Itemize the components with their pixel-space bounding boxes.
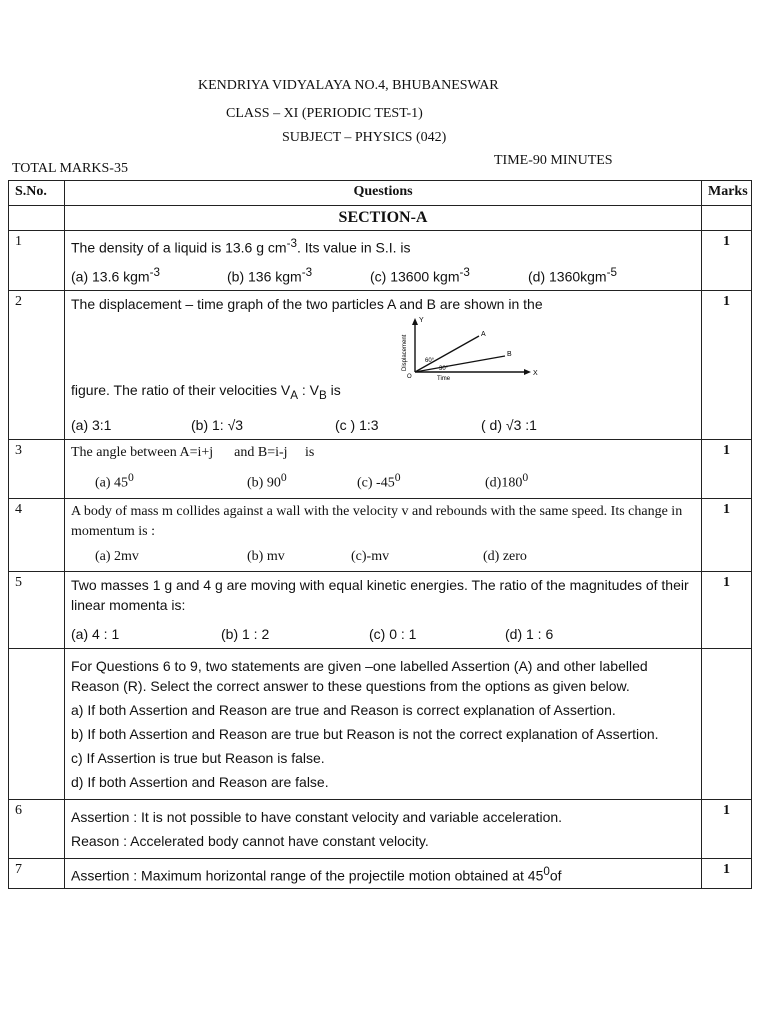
option-a: (a) 2mv [95, 548, 139, 564]
ar-option-c: c) If Assertion is true but Reason is false. [71, 749, 325, 766]
question-marks: 1 [702, 498, 752, 571]
reason-text: Reason : Accelerated body cannot have constant velocity. [71, 832, 429, 849]
question-marks: 1 [702, 440, 752, 499]
question-cell [65, 291, 702, 440]
question-number: 6 [9, 799, 65, 858]
question-marks: 1 [702, 858, 752, 889]
line-a-label: A [481, 331, 486, 339]
question-text: Two masses 1 g and 4 g are moving with equal kinetic energies. The ratio of the magnitudes of their linear momenta is: [71, 576, 689, 613]
question-text-cont: figure. The ratio of their velocities $V_A$ : $V_B$ is [71, 382, 341, 403]
question-cell [65, 571, 702, 648]
option-d: (d) 1 : 6 [505, 625, 554, 642]
table-row [9, 231, 752, 291]
instructions-cell [65, 648, 702, 799]
question-marks: 1 [702, 571, 752, 648]
options-row [71, 623, 695, 645]
sno-header: S.No. [9, 181, 65, 206]
option-d: ( d) √3 :1 [481, 417, 537, 434]
angle-b-label: 30° [439, 366, 449, 373]
x-axis-label: X [533, 370, 538, 378]
question-cell [65, 231, 702, 291]
option-a: (a) 13.6 kgm$^{-3}$ [71, 265, 160, 285]
subject-line: SUBJECT – PHYSICS (042) [282, 130, 447, 145]
table-row [9, 648, 752, 799]
table-row [9, 291, 752, 440]
option-c: (c ) 1:3 [335, 417, 379, 434]
option-c: (c) 13600 kgm$^{-3}$ [370, 265, 470, 285]
question-text: A body of mass m collides against a wall with the velocity v and rebounds with the same speed. Its change in momentum is : [71, 503, 683, 539]
assertion-text: Assertion : It is not possible to have constant velocity and variable acceleration. [71, 808, 563, 825]
question-cell [65, 858, 702, 889]
option-d: $(d)180^0$ [485, 471, 529, 491]
option-c: (c) $-45^0$ [357, 471, 401, 491]
time-label: Time [437, 376, 451, 381]
options-row [71, 467, 695, 495]
origin-label: O [407, 374, 412, 381]
question-number: 3 [9, 440, 65, 499]
school-name: KENDRIYA VIDYALAYA NO.4, BHUBANESWAR [198, 78, 499, 93]
table-header-row [9, 181, 752, 206]
total-marks: TOTAL MARKS-35 [12, 161, 128, 176]
table-row [9, 498, 752, 571]
section-marks-cell [702, 206, 752, 231]
option-b: (b) 136 kgm$^{-3}$ [227, 265, 313, 285]
option-a: (a) 3:1 [71, 417, 112, 434]
question-table [8, 180, 752, 889]
option-d: (d) 1360kgm$^{-5}$ [528, 265, 617, 285]
ar-intro-text: For Questions 6 to 9, two statements are given –one labelled Assertion (A) and other labelled Reason (R). Select the correct answer to these questions from the options as given below. [71, 657, 648, 694]
y-axis-label: Y [419, 317, 424, 325]
table-row [9, 858, 752, 889]
question-cell [65, 799, 702, 858]
ar-option-a: a) If both Assertion and Reason are true and Reason is correct explanation of Assertion. [71, 701, 616, 718]
ar-option-b: b) If both Assertion and Reason are true but Reason is not the correct explanation of Assertion. [71, 725, 659, 742]
option-c: (c) 0 : 1 [369, 625, 417, 642]
class-line: CLASS – XI (PERIODIC TEST-1) [226, 106, 423, 121]
assertion-text: Assertion : Maximum horizontal range of the projectile motion obtained at $45^0of$ [71, 864, 562, 884]
intro-sno-cell [9, 648, 65, 799]
options-row [71, 262, 695, 288]
table-row [9, 440, 752, 499]
option-b: (b) 1: √3 [191, 417, 244, 434]
question-marks: 1 [702, 291, 752, 440]
question-marks: 1 [702, 231, 752, 291]
question-number: 7 [9, 858, 65, 889]
question-cell [65, 498, 702, 571]
options-row [71, 414, 695, 436]
question-marks: 1 [702, 799, 752, 858]
ar-option-d: d) If both Assertion and Reason are false. [71, 773, 329, 790]
table-row [9, 571, 752, 648]
displacement-label: Displacement [402, 334, 408, 372]
section-title: SECTION-A [65, 206, 702, 231]
section-sno-cell [9, 206, 65, 231]
question-number: 4 [9, 498, 65, 571]
question-number: 2 [9, 291, 65, 440]
intro-marks-cell [702, 648, 752, 799]
options-row [71, 546, 695, 568]
displacement-time-graph [397, 316, 547, 380]
question-cell [65, 440, 702, 499]
question-text: The angle between A=i+j and B=i-j is [71, 445, 315, 461]
question-number: 1 [9, 231, 65, 291]
option-b: (b) $90^0$ [247, 471, 287, 491]
marks-header: Marks [702, 181, 752, 206]
table-row [9, 799, 752, 858]
question-number: 5 [9, 571, 65, 648]
time-limit: TIME-90 MINUTES [494, 153, 613, 168]
option-a: (a) $45^0$ [95, 471, 134, 491]
line-b-label: B [507, 351, 512, 359]
section-row [9, 206, 752, 231]
option-b: (b) mv [247, 548, 285, 564]
option-a: (a) 4 : 1 [71, 625, 120, 642]
option-d: (d) zero [483, 548, 527, 564]
angle-a-label: 60° [425, 358, 435, 365]
option-b: (b) 1 : 2 [221, 625, 270, 642]
questions-header: Questions [65, 181, 702, 206]
option-c: (c)-mv [351, 548, 390, 564]
question-text: The displacement – time graph of the two particles A and B are shown in the [71, 296, 543, 313]
question-text: The density of a liquid is 13.6 g $cm^{-3}$. Its value in S.I. is [71, 237, 411, 256]
